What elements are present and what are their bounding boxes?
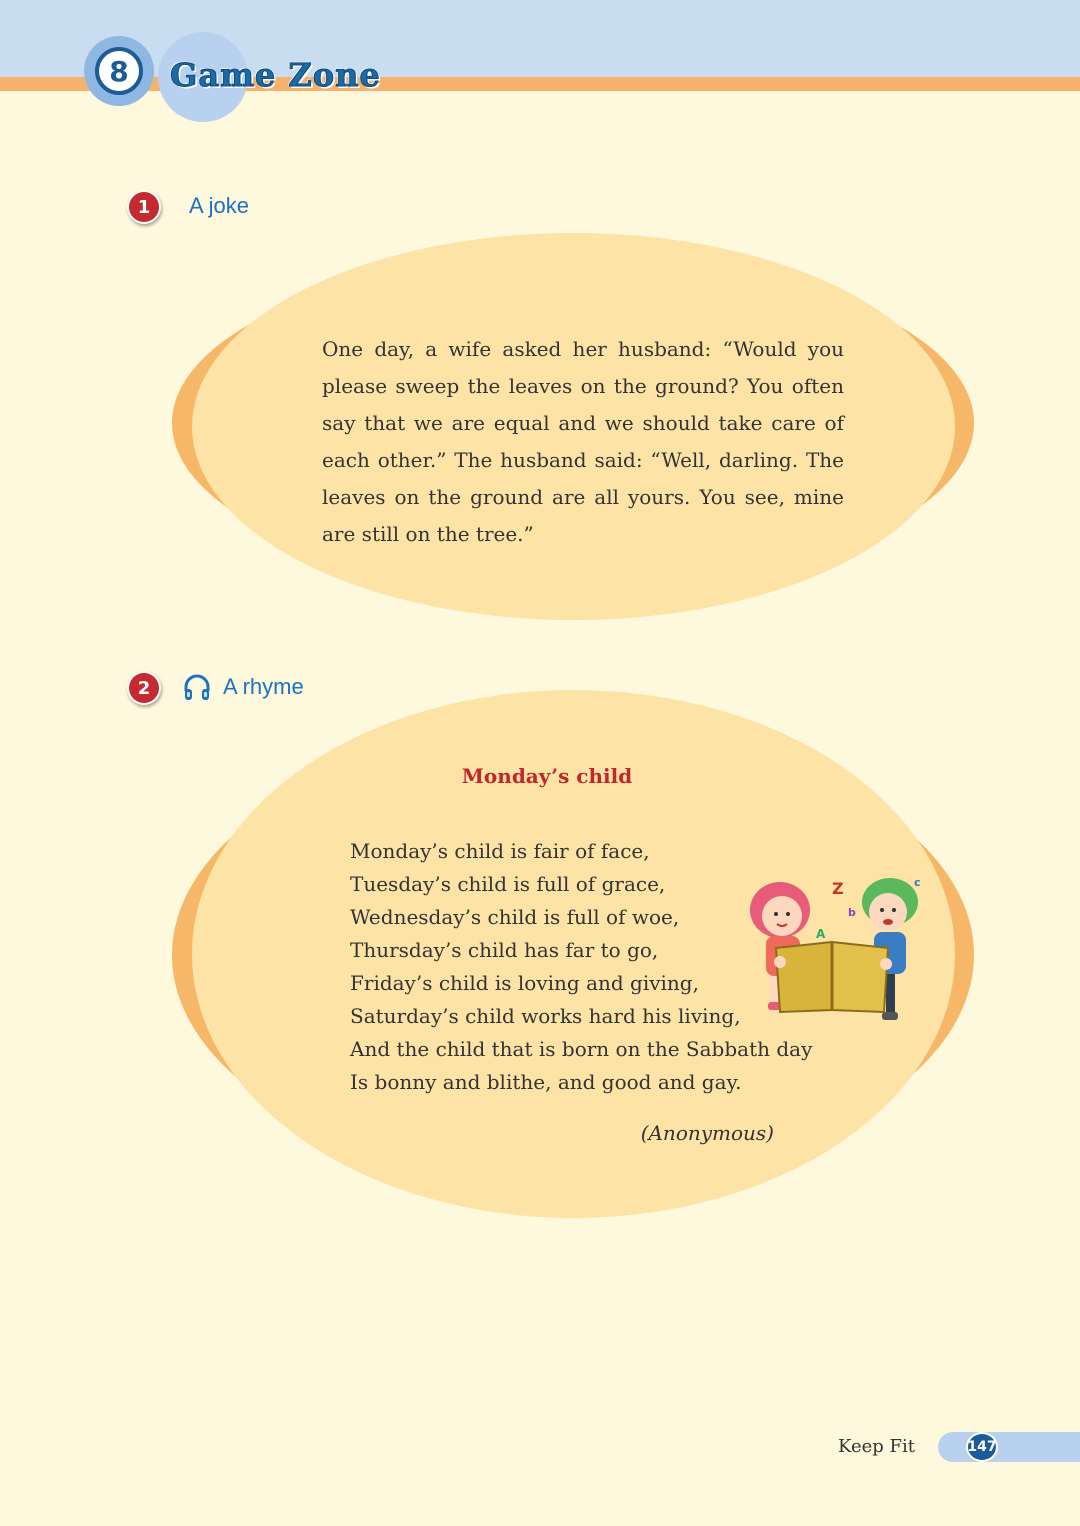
poem-title: Monday’s child — [461, 764, 633, 788]
unit-number-badge — [84, 36, 154, 106]
unit-number: 8 — [95, 47, 143, 95]
poem-author: (Anonymous) — [640, 1121, 774, 1145]
headphones-icon — [182, 673, 212, 703]
poem-line: Monday’s child is fair of face, — [350, 839, 650, 863]
kids-reading-illustration — [740, 872, 930, 1030]
section-2-title: A rhyme — [223, 674, 304, 699]
poem-line: Tuesday’s child is full of grace, — [350, 872, 666, 896]
poem-line: Thursday’s child has far to go, — [350, 938, 659, 962]
unit-title: Game Zone — [170, 56, 381, 94]
svg-text:b: b — [848, 906, 856, 919]
footer-label: Keep Fit — [838, 1436, 915, 1457]
joke-text: One day, a wife asked her husband: “Would you please sweep the leaves on the ground? You often say that we are equal and we should take care of each other.” The husband said: “Well, darling. The leaves on the ground are all yours. You see, mine are still on the tree.” — [322, 337, 844, 546]
svg-text:c: c — [914, 876, 921, 889]
poem-line: Saturday’s child works hard his living, — [350, 1004, 741, 1028]
svg-text:Z: Z — [832, 879, 844, 898]
section-1-badge: 1 — [127, 190, 161, 224]
svg-text:A: A — [816, 927, 826, 941]
poem-line: And the child that is born on the Sabbath day — [350, 1037, 813, 1061]
page-number: 147 — [966, 1432, 998, 1462]
section-2-badge: 2 — [127, 671, 161, 705]
poem-line: Is bonny and blithe, and good and gay. — [350, 1070, 742, 1094]
poem-line: Wednesday’s child is full of woe, — [350, 905, 680, 929]
footer-bar — [938, 1432, 1080, 1462]
poem-line: Friday’s child is loving and giving, — [350, 971, 699, 995]
section-1-title: A joke — [189, 193, 249, 218]
